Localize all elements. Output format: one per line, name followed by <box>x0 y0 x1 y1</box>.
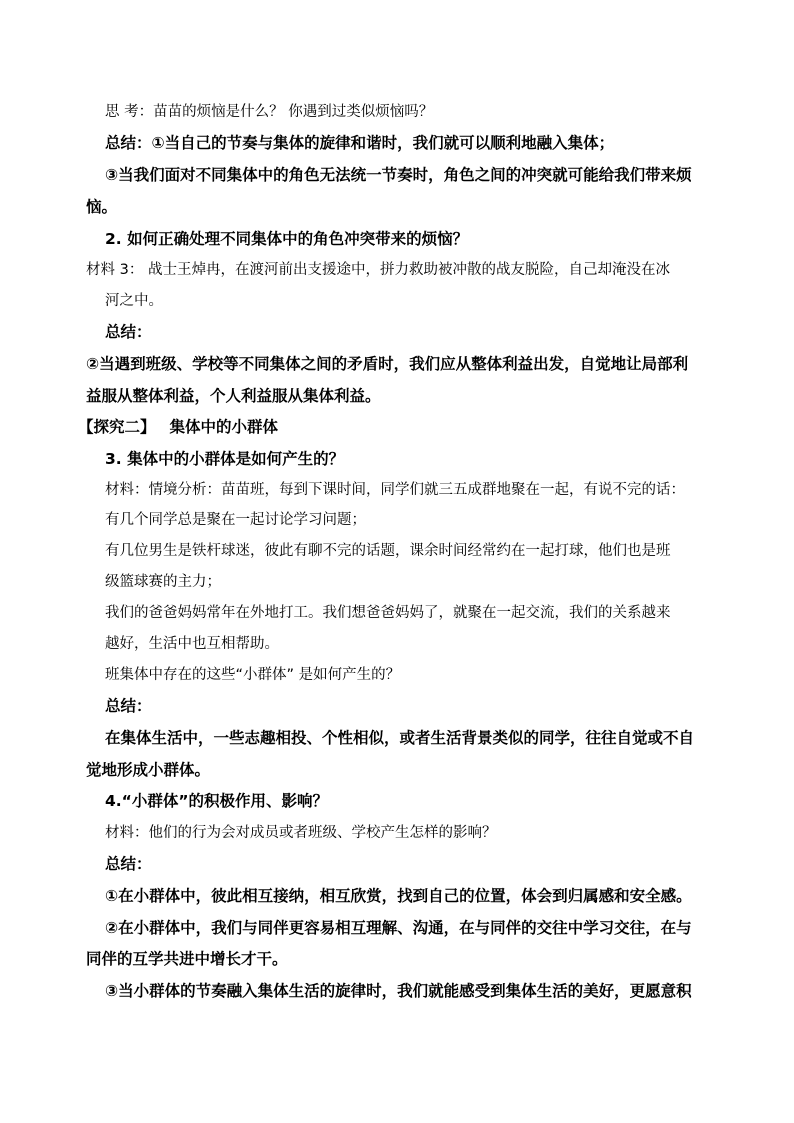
material-4: 材料：他们的行为会对成员或者班级、学校产生怎样的影响？ <box>105 825 497 841</box>
summary-4-label: 总结： <box>105 855 152 873</box>
summary-4-point-3: ③当小群体的节奏融入集体生活的旋律时，我们就能感受到集体生活的美好，更愿意积 <box>105 982 692 1000</box>
summary-3-line-1: 在集体生活中，一些志趣相投、个性相似，或者生活背景类似的同学，往往自觉或不自 <box>105 729 695 747</box>
question-2: 2. 如何正确处理不同集体中的角色冲突带来的烦恼？ <box>105 230 469 248</box>
summary-1b-line-2: 恼。 <box>86 198 118 216</box>
material-line-3: 有几位男生是铁杆球迷，彼此有聊不完的话题，课余时间经常约在一起打球，他们也是班 <box>105 543 671 559</box>
explore-2-heading <box>78 415 278 437</box>
material-line-6: 越好，生活中也互相帮助。 <box>105 636 279 652</box>
material-line-7: 班集体中存在的这些“小群体” 是如何产生的？ <box>105 667 401 683</box>
think-text: 苗苗的烦恼是什么？ 你遇到过类似烦恼吗？ <box>153 104 434 120</box>
summary-2-line-1: ②当遇到班级、学校等不同集体之间的矛盾时，我们应从整体利益出发，自觉地让局部利 <box>86 355 689 373</box>
material-line-2: 有几个同学总是聚在一起讨论学习问题； <box>105 512 366 528</box>
summary-3-line-2: 觉地形成小群体。 <box>86 761 211 779</box>
think-question <box>105 100 433 121</box>
summary-4-point-2-line-1: ②在小群体中，我们与同伴更容易相互理解、沟通，在与同伴的交往中学习交往，在与 <box>105 919 692 937</box>
summary-3-label: 总结： <box>105 697 152 715</box>
summary-1: 总结：①当自己的节奏与集体的旋律和谐时，我们就可以顺利地融入集体； <box>105 134 615 152</box>
material-3-line-1: 材料 3： 战士王焯冉，在渡河前出支援途中，拼力救助被冲散的战友脱险，自己却淹没在冰 <box>86 262 670 278</box>
material-3-line-2: 河之中。 <box>105 293 163 309</box>
question-3: 3. 集体中的小群体是如何产生的？ <box>105 450 345 468</box>
summary-1b-line-1: ③当我们面对不同集体中的角色无法统一节奏时，角色之间的冲突就可能给我们带来烦 <box>105 166 692 184</box>
summary-2-line-2: 益服从整体利益，个人利益服从集体利益。 <box>86 387 381 405</box>
summary-2-label: 总结： <box>105 323 152 341</box>
material-line-5: 我们的爸爸妈妈常年在外地打工。我们想爸爸妈妈了，就聚在一起交流，我们的关系越来 <box>105 605 671 621</box>
explore-2-tag: 【探究二】 <box>78 418 156 436</box>
material-line-4: 级篮球赛的主力； <box>105 574 221 590</box>
explore-2-title: 集体中的小群体 <box>169 418 279 436</box>
material-line-1: 材料：情境分析：苗苗班，每到下课时间，同学们就三五成群地聚在一起，有说不完的话： <box>105 482 685 498</box>
question-4: 4.“小群体”的积极作用、影响？ <box>105 792 329 810</box>
summary-4-point-1: ①在小群体中，彼此相互接纳，相互欣赏，找到自己的位置，体会到归属感和安全感。 <box>105 887 692 905</box>
think-label: 思 考： <box>105 104 154 120</box>
summary-4-point-2-line-2: 同伴的互学共进中增长才干。 <box>86 950 288 968</box>
